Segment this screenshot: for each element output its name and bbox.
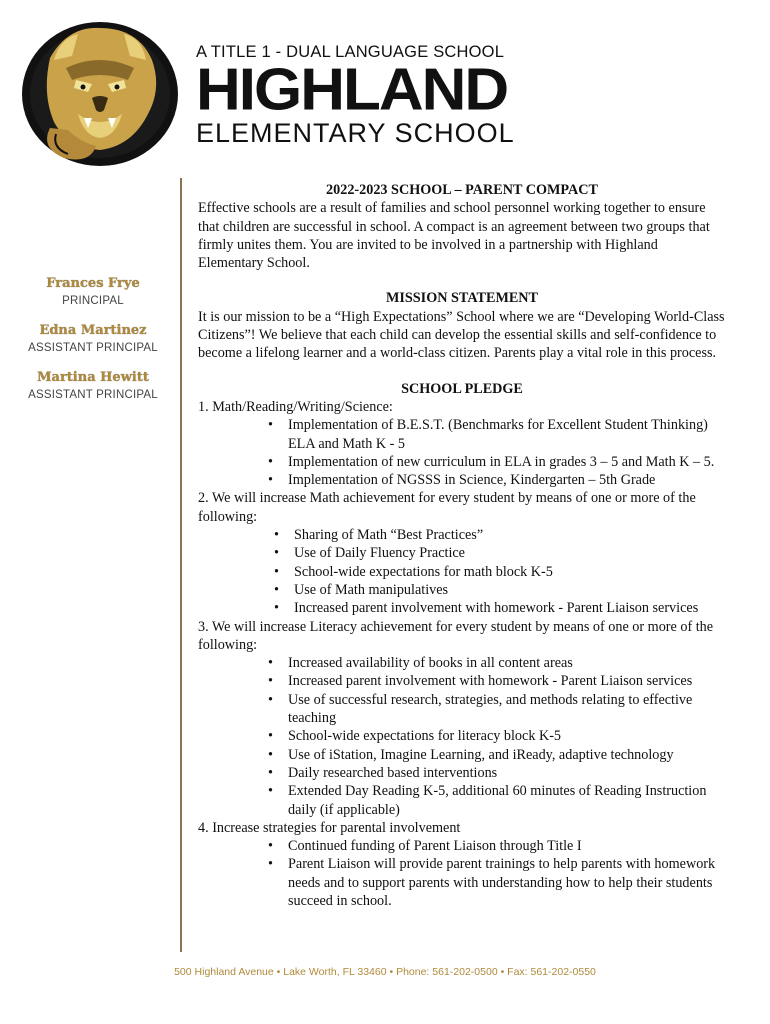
- pledge-title: SCHOOL PLEDGE: [401, 380, 523, 397]
- mission-title: MISSION STATEMENT: [385, 290, 539, 307]
- main-content: [198, 181, 726, 910]
- list-item: • Parent Liaison will provide parent trainings to help parents with homework needs and to support parents with understanding how to help their students succeed in school.: [288, 855, 726, 910]
- staff-name: Edna Martinez: [39, 323, 147, 338]
- list-item: • Daily researched based interventions: [288, 764, 726, 782]
- footer-address: 500 Highland Avenue • Lake Worth, FL 33460 • Phone: 561-202-0500 • Fax: 561-202-0550: [174, 966, 596, 978]
- panther-mascot-logo: [20, 18, 180, 168]
- list-item: • Implementation of NGSSS in Science, Kindergarten – 5th Grade: [288, 471, 726, 489]
- mission-text: It is our mission to be a “High Expectations” School where we are “Developing World-Class Citizens”! We believe that each child can develop the essential skills and self-confidence to become a lifelong learner and a world-class citizen. Parents play a vital role in this process.: [198, 308, 725, 362]
- pledge-item: [198, 489, 726, 617]
- pledge-bullet-list: [198, 526, 726, 617]
- staff-role: PRINCIPAL: [62, 295, 124, 307]
- list-item: • Increased availability of books in all content areas: [288, 654, 726, 672]
- list-item: • Use of iStation, Imagine Learning, and iReady, adaptive technology: [288, 746, 726, 764]
- list-item: • Use of successful research, strategies, and methods relating to effective teaching: [288, 691, 726, 728]
- list-item: • Increased parent involvement with homework - Parent Liaison services: [294, 599, 726, 617]
- list-item: • Implementation of new curriculum in ELA in grades 3 – 5 and Math K – 5.: [288, 453, 726, 471]
- staff-name: Frances Frye: [46, 276, 140, 291]
- list-item: • Continued funding of Parent Liaison through Title I: [288, 837, 726, 855]
- school-header: [196, 42, 616, 148]
- pledge-bullet-list: [198, 416, 726, 489]
- compact-intro: Effective schools are a result of families and school personnel working together to ensure that children are successful in school. A compact is an agreement between two groups that firmly unites them. You are invited to be involved in a partnership with Highland Elementary School.: [198, 200, 710, 272]
- pledge-heading: 3. We will increase Literacy achievement for every student by means of one or more of the following:: [198, 618, 714, 653]
- staff-sidebar: [18, 275, 168, 416]
- pledge-item: [198, 819, 726, 910]
- pledge-bullet-list: [198, 654, 726, 819]
- list-item: • School-wide expectations for math block K-5: [294, 563, 726, 581]
- school-name: HIGHLAND: [196, 57, 508, 123]
- staff-role: ASSISTANT PRINCIPAL: [28, 342, 158, 354]
- staff-entry: [18, 322, 168, 356]
- pledge-item: [198, 618, 726, 819]
- pledge-heading: 4. Increase strategies for parental involvement: [198, 819, 461, 836]
- list-item: • School-wide expectations for literacy block K-5: [288, 727, 726, 745]
- compact-title: 2022-2023 SCHOOL – PARENT COMPACT: [326, 182, 598, 198]
- pledge-item: [198, 398, 726, 489]
- vertical-divider: [180, 178, 182, 952]
- staff-entry: [18, 369, 168, 403]
- pledge-heading: 1. Math/Reading/Writing/Science:: [198, 398, 393, 415]
- school-subtitle: ELEMENTARY SCHOOL: [196, 118, 515, 148]
- list-item: • Increased parent involvement with homework - Parent Liaison services: [288, 672, 726, 690]
- staff-name: Martina Hewitt: [37, 370, 149, 385]
- staff-entry: [18, 275, 168, 309]
- list-item: • Extended Day Reading K-5, additional 60 minutes of Reading Instruction daily (if applicable): [288, 782, 726, 819]
- list-item: • Use of Math manipulatives: [294, 581, 726, 599]
- school-tagline: A TITLE 1 - DUAL LANGUAGE SCHOOL: [196, 43, 505, 61]
- list-item: • Sharing of Math “Best Practices”: [294, 526, 726, 544]
- pledge-bullet-list: [198, 837, 726, 910]
- pledge-heading: 2. We will increase Math achievement for every student by means of one or more of the following:: [198, 490, 696, 525]
- list-item: • Use of Daily Fluency Practice: [294, 544, 726, 562]
- staff-role: ASSISTANT PRINCIPAL: [28, 389, 158, 401]
- list-item: • Implementation of B.E.S.T. (Benchmarks for Excellent Student Thinking) ELA and Math K - 5: [288, 416, 726, 453]
